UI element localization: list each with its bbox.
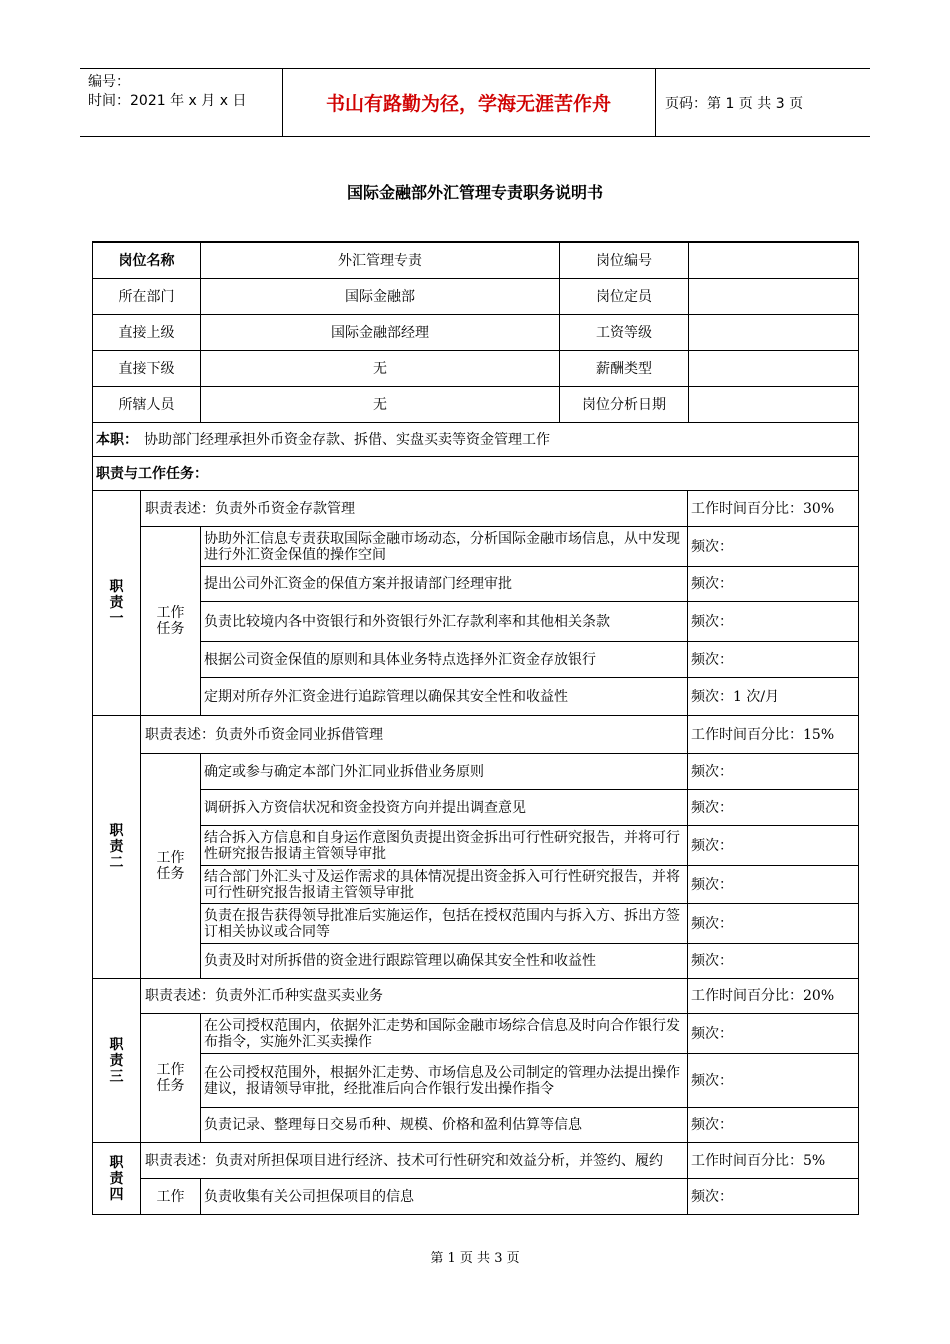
task-frequency: 频次： — [688, 527, 859, 567]
info-row — [93, 315, 859, 351]
header-motto: 书山有路勤为径，学海无涯苦作舟 — [325, 93, 611, 115]
info-label: 所在部门 — [93, 279, 201, 315]
duty-description-row — [93, 491, 859, 527]
duty-description-row — [93, 979, 859, 1014]
info-value-secondary — [689, 351, 858, 386]
info-label-secondary: 岗位定员 — [560, 279, 689, 314]
header-page-info: 页码：第 1 页 共 3 页 — [665, 95, 804, 112]
task-text: 负责比较境内各中资银行和外资银行外汇存款利率和其他相关条款 — [201, 602, 688, 642]
duty-description-row — [93, 716, 859, 754]
duty-time-percent: 工作时间百分比：30% — [688, 491, 859, 527]
task-row — [93, 866, 859, 904]
duty-label-char: 一 — [109, 611, 124, 627]
duty-time-percent: 工作时间百分比：5% — [688, 1143, 859, 1179]
task-label-line: 工作 — [156, 1062, 185, 1078]
task-label — [141, 527, 201, 716]
task-text: 结合部门外汇头寸及运作需求的具体情况提出资金拆入可行性研究报告，并将可行性研究报告报请主管领导审批 — [201, 866, 688, 904]
info-values — [201, 242, 859, 279]
task-text: 负责及时对所拆借的资金进行跟踪管理以确保其安全性和收益性 — [201, 944, 688, 979]
task-text: 在公司授权范围内，依据外汇走势和国际金融市场综合信息及时向合作银行发布指令，实施外汇买卖操作 — [201, 1014, 688, 1054]
task-text: 调研拆入方资信状况和资金投资方向并提出调查意见 — [201, 790, 688, 826]
task-row — [93, 754, 859, 790]
task-text: 负责收集有关公司担保项目的信息 — [201, 1179, 688, 1215]
task-row — [93, 1054, 859, 1108]
document-number-label: 编号： — [88, 74, 130, 90]
task-row — [93, 1179, 859, 1215]
duty-label — [93, 716, 141, 979]
info-label-secondary: 岗位分析日期 — [560, 387, 689, 422]
task-frequency: 频次： — [688, 754, 859, 790]
duty-label-char: 职 — [109, 823, 124, 839]
info-value-secondary — [689, 315, 858, 350]
duty-label-char: 责 — [109, 1170, 124, 1187]
task-text: 在公司授权范围外，根据外汇走势、市场信息及公司制定的管理办法提出操作建议，报请领导审批，经批准后向合作银行发出操作指令 — [201, 1054, 688, 1108]
info-value-secondary — [689, 279, 858, 314]
job-summary — [93, 423, 859, 457]
task-label-line: 工作 — [156, 850, 185, 866]
duty-description-row — [93, 1143, 859, 1179]
document-title: 国际金融部外汇管理专责职务说明书 — [346, 183, 603, 202]
duty-time-percent: 工作时间百分比：15% — [688, 716, 859, 754]
task-frequency: 频次： — [688, 826, 859, 866]
task-text: 协助外汇信息专责获取国际金融市场动态，分析国际金融市场信息，从中发现进行外汇资金保值的操作空间 — [201, 527, 688, 567]
info-value: 无 — [201, 387, 560, 422]
info-row — [93, 387, 859, 423]
info-label: 岗位名称 — [93, 242, 201, 279]
duties-header-row — [93, 457, 859, 491]
task-frequency: 频次：1 次/月 — [688, 678, 859, 716]
task-row — [93, 1108, 859, 1143]
task-row — [93, 1014, 859, 1054]
task-frequency: 频次： — [688, 1179, 859, 1215]
task-frequency: 频次： — [688, 904, 859, 944]
task-row — [93, 567, 859, 602]
task-frequency: 频次： — [688, 1014, 859, 1054]
task-frequency: 频次： — [688, 790, 859, 826]
page-footer: 第 1 页 共 3 页 — [430, 1251, 520, 1266]
info-label-secondary: 工资等级 — [560, 315, 689, 350]
task-text: 负责在报告获得领导批准后实施运作，包括在授权范围内与拆入方、拆出方签订相关协议或合同等 — [201, 904, 688, 944]
duty-time-percent: 工作时间百分比：20% — [688, 979, 859, 1014]
task-text: 结合拆入方信息和自身运作意图负责提出资金拆出可行性研究报告，并将可行性研究报告报请主管领导审批 — [201, 826, 688, 866]
task-frequency: 频次： — [688, 1108, 859, 1143]
duty-label-char: 责 — [109, 595, 124, 611]
header-divider — [655, 69, 656, 136]
task-row — [93, 678, 859, 716]
task-row — [93, 527, 859, 567]
info-row — [93, 279, 859, 315]
info-value-secondary — [689, 387, 858, 422]
task-label-line: 任务 — [156, 866, 185, 882]
task-row — [93, 602, 859, 642]
document-date: 时间：2021 年 x 月 x 日 — [88, 93, 247, 109]
task-frequency: 频次： — [688, 944, 859, 979]
duty-label-char: 责 — [109, 1052, 124, 1069]
duty-label-char: 三 — [109, 1068, 124, 1085]
task-label-line: 任务 — [156, 1078, 185, 1094]
task-label — [141, 754, 201, 979]
task-label-line: 工作 — [156, 605, 185, 621]
duty-label-char: 四 — [109, 1186, 124, 1203]
info-label: 所辖人员 — [93, 387, 201, 423]
task-text: 确定或参与确定本部门外汇同业拆借业务原则 — [201, 754, 688, 790]
duties-header: 职责与工作任务： — [93, 457, 859, 491]
task-frequency: 频次： — [688, 1054, 859, 1108]
duty-label-char: 职 — [109, 1154, 124, 1171]
header-meta — [88, 73, 246, 111]
task-row — [93, 642, 859, 678]
info-values — [201, 387, 859, 423]
info-values — [201, 315, 859, 351]
info-value-secondary — [689, 243, 858, 278]
info-value: 无 — [201, 351, 560, 386]
page-header — [80, 68, 870, 137]
task-row — [93, 790, 859, 826]
task-row — [93, 904, 859, 944]
job-description-body — [93, 242, 859, 1215]
duty-label-char: 职 — [109, 1036, 124, 1053]
info-value: 国际金融部经理 — [201, 315, 560, 350]
task-text: 定期对所存外汇资金进行追踪管理以确保其安全性和收益性 — [201, 678, 688, 716]
duty-label — [93, 1143, 141, 1215]
duty-description: 职责表述：负责外汇币种实盘买卖业务 — [141, 979, 688, 1014]
duty-description: 职责表述：负责外币资金存款管理 — [141, 491, 688, 527]
duty-description: 职责表述：负责外币资金同业拆借管理 — [141, 716, 688, 754]
job-summary-label: 本职： — [96, 431, 138, 448]
task-frequency: 频次： — [688, 567, 859, 602]
duty-label-char: 二 — [109, 855, 124, 871]
task-text: 根据公司资金保值的原则和具体业务特点选择外汇资金存放银行 — [201, 642, 688, 678]
task-row — [93, 944, 859, 979]
info-row — [93, 242, 859, 279]
job-description-table — [92, 241, 859, 1215]
info-label-secondary: 薪酬类型 — [560, 351, 689, 386]
task-label: 工作 — [141, 1179, 201, 1215]
info-value: 外汇管理专责 — [201, 243, 560, 278]
duty-label — [93, 979, 141, 1143]
duty-label-char: 职 — [109, 579, 124, 595]
info-value: 国际金融部 — [201, 279, 560, 314]
task-label — [141, 1014, 201, 1143]
task-frequency: 频次： — [688, 866, 859, 904]
task-row — [93, 826, 859, 866]
info-row — [93, 351, 859, 387]
info-values — [201, 279, 859, 315]
task-text: 负责记录、整理每日交易币种、规模、价格和盈利估算等信息 — [201, 1108, 688, 1143]
duty-description: 职责表述：负责对所担保项目进行经济、技术可行性研究和效益分析，并签约、履约 — [141, 1143, 688, 1179]
info-label: 直接上级 — [93, 315, 201, 351]
task-frequency: 频次： — [688, 602, 859, 642]
task-frequency: 频次： — [688, 642, 859, 678]
job-summary-text: 协助部门经理承担外币资金存款、拆借、实盘买卖等资金管理工作 — [144, 431, 550, 448]
info-values — [201, 351, 859, 387]
task-text: 提出公司外汇资金的保值方案并报请部门经理审批 — [201, 567, 688, 602]
duty-label-char: 责 — [109, 839, 124, 855]
info-label: 直接下级 — [93, 351, 201, 387]
task-label-line: 任务 — [156, 621, 185, 637]
job-summary-row — [93, 423, 859, 457]
info-label-secondary: 岗位编号 — [560, 243, 689, 278]
duty-label — [93, 491, 141, 716]
